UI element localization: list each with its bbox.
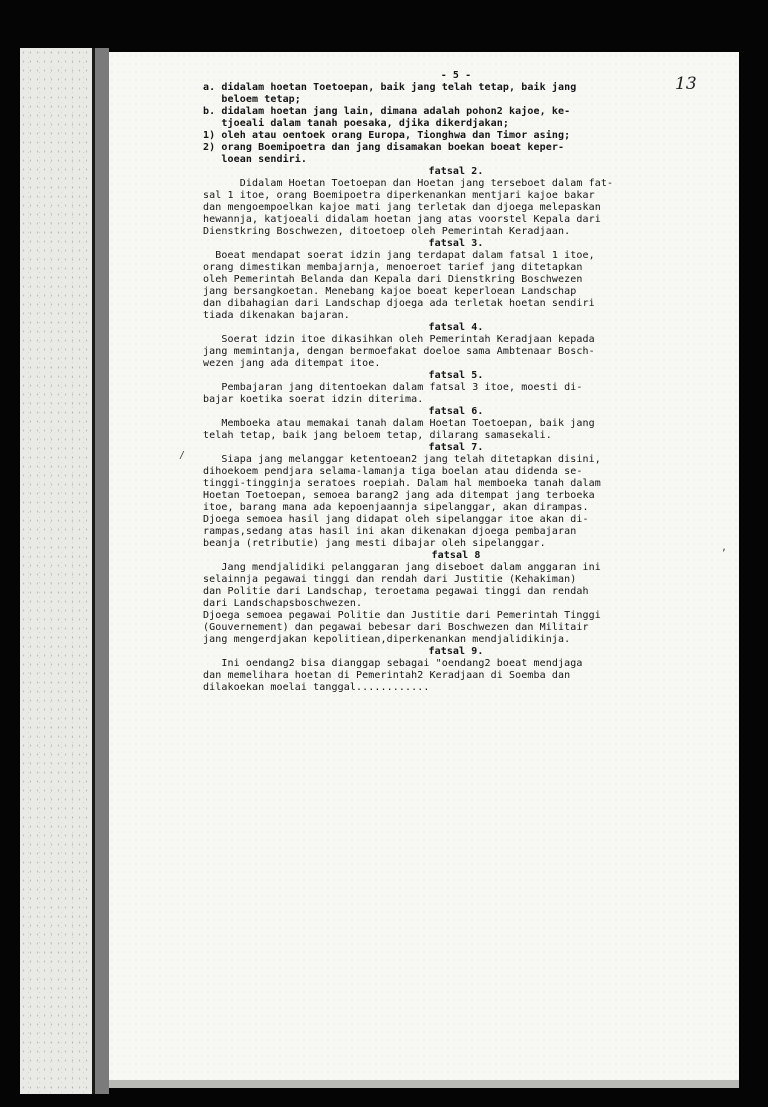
text-line: jang bersangkoetan. Menebang kajoe boeat keperloean Landschap [203, 286, 577, 297]
text-line: bajar koetika soerat idzin diterima. [203, 394, 424, 405]
text-line: 2) orang Boemipoetra dan jang disamakan boekan boeat keper- [203, 142, 565, 153]
text-line: oleh Pemerintah Belanda dan Kepala dari Dienstkring Boschwezen [203, 274, 583, 285]
text-line: dan mengoempoelkan kajoe mati jang terletak dan djoega melepaskan [203, 202, 601, 213]
text-line: tiada dikenakan bajaran. [203, 310, 350, 321]
document-page [109, 52, 739, 1085]
section-heading: fatsal 6. [428, 406, 484, 417]
text-line: Djoega semoea hasil jang didapat oleh sipelanggar itoe akan di- [203, 514, 589, 525]
section-heading: fatsal 9. [428, 646, 484, 657]
text-line: Ini oendang2 bisa dianggap sebagai "oendang2 boeat mendjaga [203, 658, 583, 669]
text-line: Soerat idzin itoe dikasihkan oleh Pemerintah Keradjaan kepada [203, 334, 595, 345]
section-heading: fatsal 8 [431, 550, 481, 561]
margin-mark: / [179, 450, 186, 461]
text-line: tjoeali dalam tanah poesaka, djika dikerdjakan; [203, 118, 510, 129]
text-line: tinggi-tingginja seratoes roepiah. Dalam hal memboeka tanah dalam [203, 478, 601, 489]
text-line: jang memintanja, dengan bermoefakat doeloe sama Ambtenaar Bosch- [203, 346, 595, 357]
section-heading: fatsal 5. [428, 370, 484, 381]
text-line: beanja (retributie) jang mesti dibajar oleh sipelanggar. [203, 538, 546, 549]
document-text [203, 70, 709, 694]
text-line: wezen jang ada ditempat itoe. [203, 358, 381, 369]
text-line: Memboeka atau memakai tanah dalam Hoetan Toetoepan, baik jang [203, 418, 595, 429]
text-line: hewannja, katjoeali didalam hoetan jang atas voorstel Kepala dari [203, 214, 601, 225]
text-line: a. didalam hoetan Toetoepan, baik jang telah tetap, baik jang [203, 82, 577, 93]
text-line: dilakoekan moelai tanggal............ [203, 682, 430, 693]
page-number: - 5 - [440, 70, 472, 81]
text-line: itoe, barang mana ada kepoenjaannja sipelanggar, akan dirampas. [203, 502, 589, 513]
text-line: Siapa jang melanggar ketentoean2 jang telah ditetapkan disini, [203, 454, 601, 465]
text-line: Boeat mendapat soerat idzin jang terdapat dalam fatsal 1 itoe, [203, 250, 595, 261]
text-line: orang dimestikan membajarnja, menoeroet tarief jang ditetapkan [203, 262, 583, 273]
handwritten-page-number: 13 [675, 74, 697, 94]
text-line: sal 1 itoe, orang Boemipoetra diperkenankan mentjari kajoe bakar [203, 190, 595, 201]
text-line: dan Politie dari Landschap, teroetama pegawai tinggi dan rendah [203, 586, 589, 597]
text-line: selainnja pegawai tinggi dan rendah dari Justitie (Kehakiman) [203, 574, 577, 585]
adjacent-page-strip [20, 48, 95, 1094]
text-line: b. didalam hoetan jang lain, dimana adalah pohon2 kajoe, ke- [203, 106, 571, 117]
page-bottom-edge [109, 1080, 739, 1088]
text-line: loean sendiri. [203, 154, 308, 165]
text-line: dihoekoem pendjara selama-lamanja tiga boelan atau didenda se- [203, 466, 583, 477]
text-line: jang mengerdjakan kepolitiean,diperkenankan mendjalidikinja. [203, 634, 571, 645]
text-line: Pembajaran jang ditentoekan dalam fatsal 3 itoe, moesti di- [203, 382, 583, 393]
text-line: Dienstkring Boschwezen, ditoetoep oleh Pemerintah Keradjaan. [203, 226, 571, 237]
section-heading: fatsal 2. [428, 166, 484, 177]
text-line: dan memelihara hoetan di Pemerintah2 Keradjaan di Soemba dan [203, 670, 571, 681]
text-line: dari Landschapsboschwezen. [203, 598, 363, 609]
text-line: beloem tetap; [203, 94, 301, 105]
text-line: rampas,sedang atas hasil ini akan dikenakan djoega pembajaran [203, 526, 577, 537]
section-heading: fatsal 7. [428, 442, 484, 453]
text-line: 1) oleh atau oentoek orang Europa, Tionghwa dan Timor asing; [203, 130, 571, 141]
text-line: Jang mendjalidiki pelanggaran jang diseboet dalam anggaran ini [203, 562, 601, 573]
section-heading: fatsal 3. [428, 238, 484, 249]
text-line: (Gouvernement) dan pegawai bebesar dari Boschwezen dan Militair [203, 622, 589, 633]
binding-gutter [95, 48, 109, 1094]
text-line: Hoetan Toetoepan, semoea barang2 jang ada ditempat jang terboeka [203, 490, 595, 501]
text-line: telah tetap, baik jang beloem tetap, dilarang samasekali. [203, 430, 552, 441]
text-line: Djoega semoea pegawai Politie dan Justitie dari Pemerintah Tinggi [203, 610, 601, 621]
margin-mark: , [721, 542, 728, 553]
text-line: dan dibahagian dari Landschap djoega ada terletak hoetan sendiri [203, 298, 595, 309]
text-line: Didalam Hoetan Toetoepan dan Hoetan jang terseboet dalam fat- [203, 178, 614, 189]
section-heading: fatsal 4. [428, 322, 484, 333]
